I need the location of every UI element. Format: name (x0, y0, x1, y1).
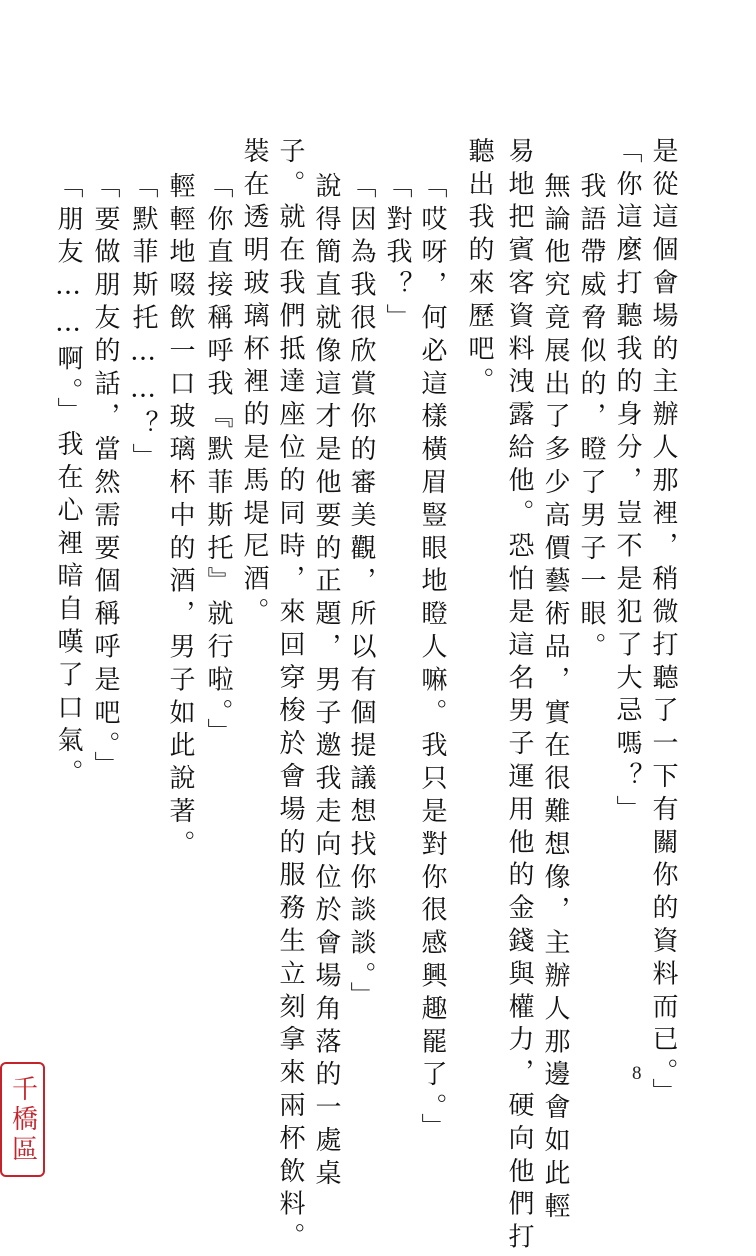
text-column-16: 「要做朋友的話，當然需要個稱呼是吧。」 (90, 172, 120, 785)
text-column-8: 「對我？」 (382, 172, 412, 337)
text-column-9: 「因為我很欣賞你的審美觀，所以有個提議想找你談談。」 (346, 172, 376, 1015)
text-column-13: 「你直接稱呼我『默菲斯托』就行啦。」 (203, 172, 233, 752)
text-column-1: 聽出我的來歷吧。 (464, 137, 494, 401)
text-column-5: 「你這麼打聽我的身分，豈不是犯了大忌嗎？」 (612, 137, 642, 828)
text-column-12: 裝在透明玻璃杯裡的是馬堤尼酒。 (239, 137, 269, 631)
text-column-14: 輕輕地啜飲一口玻璃杯中的酒，男子如此說著。 (165, 172, 195, 863)
text-column-3: 無論他究竟展出了多少高價藝術品，實在很難想像，主辦人那邊會如此輕 (540, 172, 570, 1225)
text-column-7: 「哎呀，何必這樣橫眉豎眼地瞪人嘛。我只是對你很感興趣罷了。」 (417, 172, 447, 1146)
red-seal-stamp (0, 1062, 45, 1177)
text-column-11: 子。就在我們抵達座位的同時，來回穿梭於會場的服務生立刻拿來兩杯飲料。 (275, 137, 305, 1256)
text-column-6: 是從這個會場的主辦人那裡，稍微打聽了一下有關你的資料而已。」 (648, 137, 678, 1111)
page-number: 8 (632, 1063, 642, 1084)
text-column-10: 說得簡直就像這才是他要的正題，男子邀我走向位於會場角落的一處桌 (311, 172, 341, 1192)
text-column-2: 易地把賓客資料洩露給他。恐怕是這名男子運用他的金錢與權力，硬向他們打 (504, 137, 534, 1256)
text-column-17: 「朋友……啊。」我在心裡暗自嘆了口氣。 (53, 172, 83, 793)
seal-text: 千橋區 (7, 1074, 38, 1165)
text-column-4: 我語帶威脅似的，瞪了男子一眼。 (576, 172, 606, 666)
text-column-15: 「默菲斯托……？」 (128, 172, 158, 477)
